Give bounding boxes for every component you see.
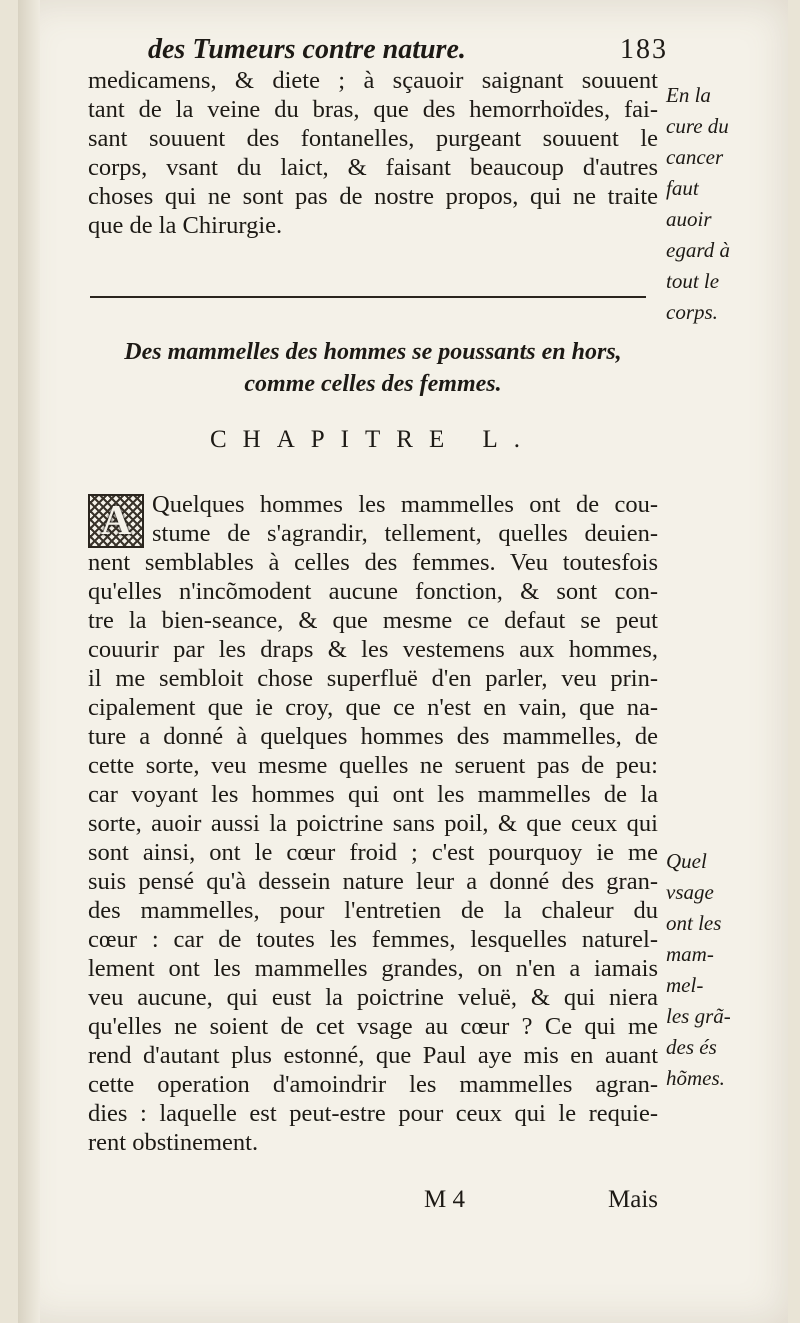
text-line: tre la bien-seance, & que mesme ce defaut se peut (88, 607, 658, 634)
initial-lines (152, 490, 658, 548)
text-line: rend d'autant plus estonné, que Paul aye mis en auant (88, 1042, 658, 1069)
page-footer (88, 1186, 658, 1220)
chapter-title (88, 336, 658, 400)
signature-mark: M 4 (424, 1186, 465, 1213)
text-line: dies : laquelle est peut-estre pour ceux qui le requie- (88, 1100, 658, 1127)
margin-note-line: En la (666, 83, 711, 107)
ornamental-initial (88, 494, 144, 548)
text-line: tant de la veine du bras, que des hemorrhoïdes, fai- (88, 96, 658, 123)
text-line: stume de s'agrandir, tellement, quelles deuien- (152, 520, 658, 547)
text-line: cette operation d'amoindrir les mammelles agran- (88, 1071, 658, 1098)
text-line: sorte, auoir aussi la poictrine sans poil, & que ceux qui (88, 810, 658, 837)
text-line: qu'elles ne soient de cet vsage au cœur ? Ce qui me (88, 1013, 658, 1040)
paragraph-chapter (88, 490, 658, 1157)
margin-note-line: mam- (666, 942, 714, 966)
paragraph-top (88, 66, 658, 240)
chapter-heading: CHAPITRE L. (210, 426, 536, 453)
text-line: cette sorte, veu mesme quelles ne seruent pas de peu: (88, 752, 658, 779)
margin-note-line: tout le (666, 269, 720, 293)
text-line: sant souuent des fontanelles, purgeant souuent le (88, 125, 658, 152)
text-line: sont ainsi, ont le cœur froid ; c'est pourquoy ie me (88, 839, 658, 866)
text-line: veu aucune, qui eust la poictrine veluë, & qui niera (88, 984, 658, 1011)
margin-note-line: hõmes. (666, 1066, 725, 1090)
margin-note-line: auoir (666, 207, 712, 231)
text-line: nent semblables à celles des femmes. Veu toutesfois (88, 549, 658, 576)
text-line: car voyant les hommes qui ont les mammelles de la (88, 781, 658, 808)
text-line: medicamens, & diete ; à sçauoir saignant souuent (88, 67, 658, 94)
text-line: que de la Chirurgie. (88, 212, 283, 239)
margin-note-usage (666, 846, 766, 1094)
margin-note-line: cancer (666, 145, 724, 169)
margin-note-cancer (666, 80, 766, 328)
text-line: qu'elles n'incõmodent aucune fonction, & sont con- (88, 578, 658, 605)
text-line: choses qui ne sont pas de nostre propos, qui ne traite (88, 183, 658, 210)
margin-note-line: Quel (666, 849, 707, 873)
margin-note-line: vsage (666, 880, 714, 904)
running-title: des Tumeurs contre nature. (148, 34, 466, 65)
text-line: suis pensé qu'à dessein nature leur a donné des gran- (88, 868, 658, 895)
text-line: ture a donné à quelques hommes des mammelles, de (88, 723, 658, 750)
text-line: corps, vsant du laict, & faisant beaucoup d'autres (88, 154, 658, 181)
margin-note-line: les grã- (666, 1004, 731, 1028)
text-line: lement ont les mammelles grandes, on n'en a iamais (88, 955, 658, 982)
text-line: cipalement que ie croy, que ce n'est en vain, que na- (88, 694, 658, 721)
text-line: cœur : car de toutes les femmes, lesquelles naturel- (88, 926, 658, 953)
margin-note-line: ont les (666, 911, 722, 935)
text-line: rent obstinement. (88, 1129, 259, 1156)
margin-note-line: des és (666, 1035, 717, 1059)
chapter-title-line: Des mammelles des hommes se poussants en hors, (124, 339, 622, 365)
margin-note-line: faut (666, 176, 699, 200)
page-number: 183 (620, 34, 668, 65)
margin-note-line: corps. (666, 300, 718, 324)
margin-note-line: mel- (666, 973, 704, 997)
catchword: Mais (608, 1186, 658, 1213)
text-line: il me sembloit chose superfluë d'en parler, veu prin- (88, 665, 658, 692)
page-gutter (18, 0, 40, 1323)
chapter-title-line: comme celles des femmes. (244, 371, 502, 397)
text-line: couurir par les draps & les vestemens aux hommes, (88, 636, 658, 663)
margin-note-line: egard à (666, 238, 730, 262)
margin-note-line: cure du (666, 114, 729, 138)
section-rule (90, 296, 646, 298)
text-line: des mammelles, pour l'entretien de la chaleur du (88, 897, 658, 924)
text-line: Quelques hommes les mammelles ont de cou- (152, 491, 658, 518)
ornamental-initial-letter: A (100, 497, 132, 544)
